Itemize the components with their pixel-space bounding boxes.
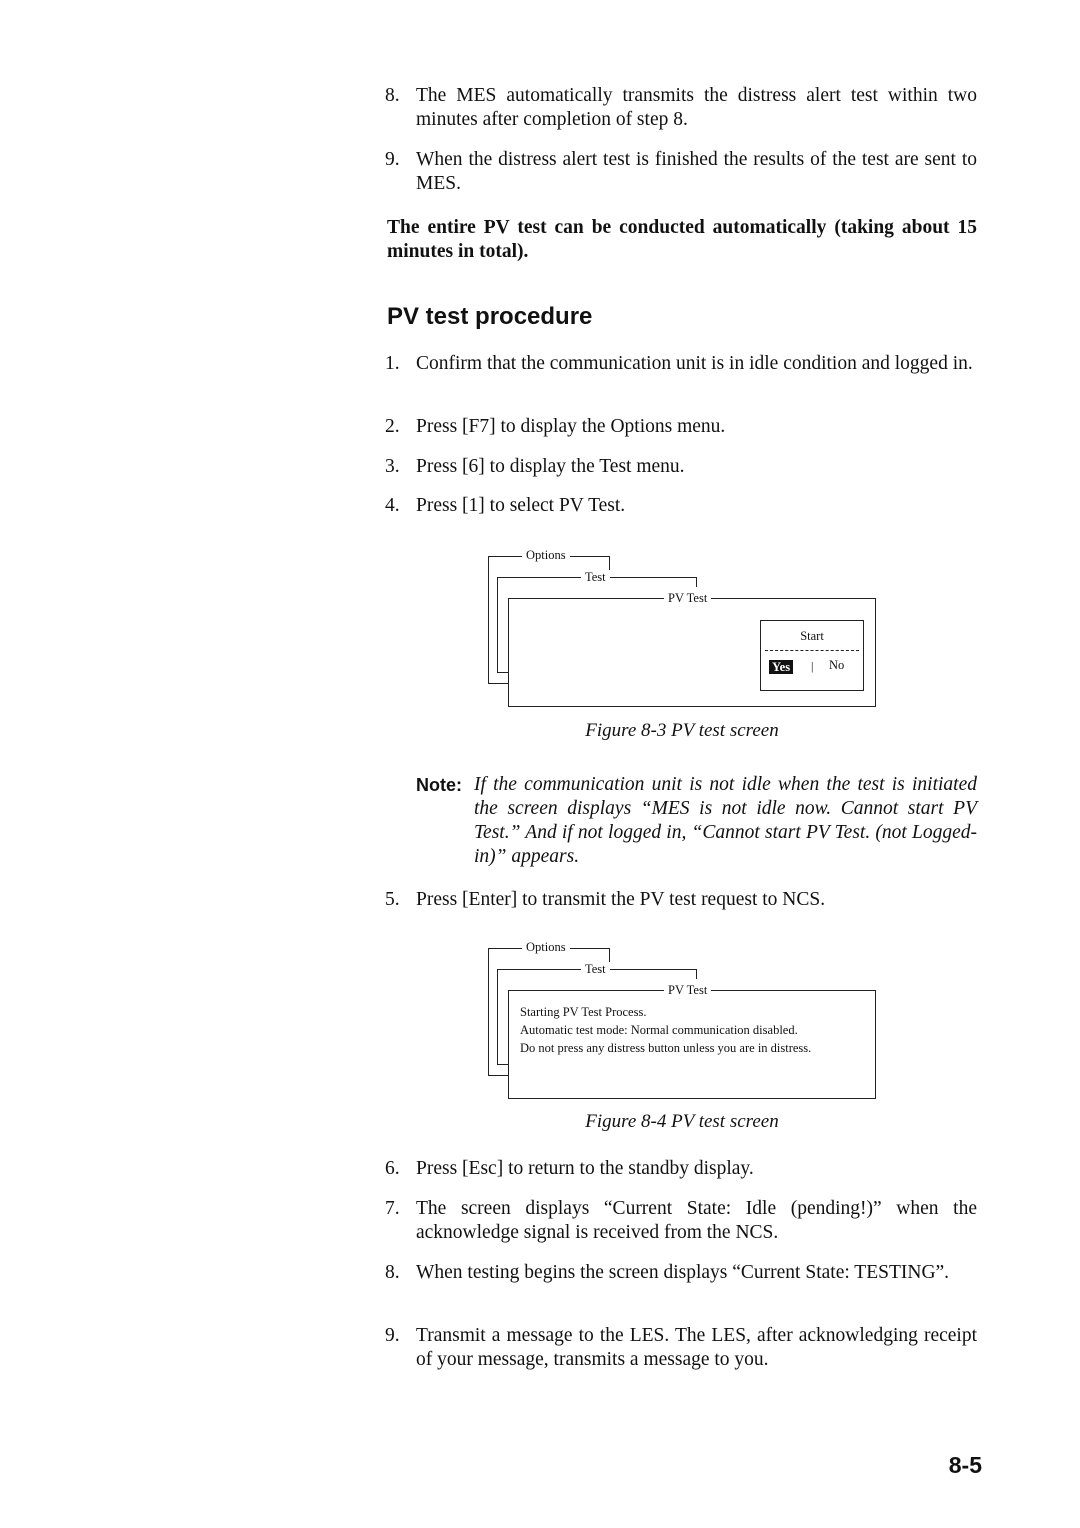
step-number: 1. [385, 353, 400, 374]
test-menu-label: Test [581, 570, 610, 584]
step-text: Press [6] to display the Test menu. [416, 456, 685, 477]
step-item [385, 1324, 977, 1372]
step-text: Confirm that the communication unit is in idle condition and logged in. [416, 353, 973, 374]
yes-option[interactable]: Yes [769, 660, 793, 674]
figure-caption: Figure 8-3 PV test screen [585, 720, 779, 741]
bold-note: The entire PV test can be conducted automatically (taking about 15 minutes in total). [387, 217, 977, 262]
status-line: Starting PV Test Process. [520, 1005, 647, 1019]
step-text: The screen displays “Current State: Idle (pending!)” when the acknowledge signal is received from the NCS. [416, 1198, 977, 1243]
list-item [385, 148, 977, 196]
list-item [385, 84, 977, 132]
step-item [385, 415, 977, 439]
figure-caption: Figure 8-4 PV test screen [585, 1111, 779, 1132]
step-text: When testing begins the screen displays “Current State: TESTING”. [416, 1262, 950, 1283]
step-item [385, 1197, 977, 1245]
step-text: Transmit a message to the LES. The LES, after acknowledging receipt of your message, transmits a message to you. [416, 1325, 977, 1370]
start-dialog-title: Start [800, 629, 824, 643]
status-line: Do not press any distress button unless you are in distress. [520, 1041, 812, 1055]
item-number: 8. [385, 85, 400, 106]
status-line: Automatic test mode: Normal communication disabled. [520, 1023, 798, 1037]
step-item [385, 494, 977, 518]
step-number: 3. [385, 456, 400, 477]
page-number: 8-5 [948, 1452, 982, 1478]
note-text: If the communication unit is not idle when the test is initiated the screen displays “MES is not idle now. Cannot start PV Test.” And if not logged in, “Cannot start PV Test. (not Logged-in)” appears. [474, 774, 977, 867]
pv-test-window-title: PV Test [664, 591, 711, 605]
pv-test-screen-figure-1 [486, 546, 878, 710]
item-text: When the distress alert test is finished the results of the test are sent to MES. [416, 149, 977, 194]
step-item [385, 888, 977, 912]
item-text: The MES automatically transmits the distress alert test within two minutes after completion of step 8. [416, 85, 977, 130]
options-menu-label: Options [522, 548, 570, 562]
step-item [385, 352, 977, 376]
section-heading: PV test procedure [387, 303, 593, 330]
step-text: Press [Esc] to return to the standby display. [416, 1158, 754, 1179]
step-item [385, 1157, 977, 1181]
pv-test-window-title: PV Test [664, 983, 711, 997]
step-text: Press [1] to select PV Test. [416, 495, 626, 516]
step-text: Press [F7] to display the Options menu. [416, 416, 726, 437]
step-item [385, 1261, 977, 1285]
test-menu-label: Test [581, 962, 610, 976]
step-number: 9. [385, 1325, 400, 1346]
step-number: 7. [385, 1198, 400, 1219]
step-item [385, 455, 977, 479]
step-number: 5. [385, 889, 400, 910]
options-menu-label: Options [522, 940, 570, 954]
note-label: Note: [416, 775, 462, 795]
pv-test-screen-figure-2 [486, 938, 878, 1102]
step-number: 2. [385, 416, 400, 437]
item-number: 9. [385, 149, 400, 170]
step-number: 8. [385, 1262, 400, 1283]
no-option[interactable]: No [829, 658, 845, 672]
start-dialog [760, 620, 864, 691]
step-number: 4. [385, 495, 400, 516]
step-text: Press [Enter] to transmit the PV test request to NCS. [416, 889, 826, 910]
step-number: 6. [385, 1158, 400, 1179]
note-block [416, 773, 977, 869]
option-separator: | [811, 659, 814, 673]
